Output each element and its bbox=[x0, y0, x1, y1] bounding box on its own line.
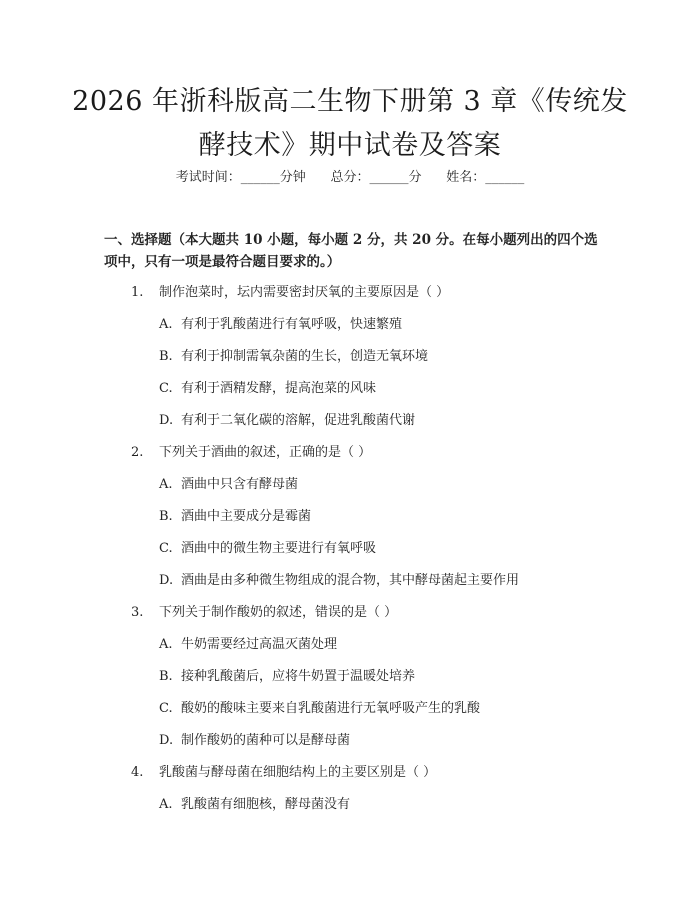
option-3d bbox=[159, 731, 350, 751]
question-text: 下列关于制作酸奶的叙述，错误的是（ ） bbox=[159, 605, 398, 620]
option-2c bbox=[159, 539, 376, 559]
question-text: 制作泡菜时，坛内需要密封厌氧的主要原因是（ ） bbox=[159, 285, 450, 300]
option-1a bbox=[159, 315, 402, 335]
option-letter: B. bbox=[159, 669, 173, 684]
question-2 bbox=[131, 443, 371, 463]
option-letter: A. bbox=[159, 637, 173, 652]
option-text: 酸奶的酸味主要来自乳酸菌进行无氧呼吸产生的乳酸 bbox=[181, 701, 481, 716]
question-text: 乳酸菌与酵母菌在细胞结构上的主要区别是（ ） bbox=[159, 765, 437, 780]
option-1d bbox=[159, 411, 415, 431]
option-letter: C. bbox=[159, 381, 173, 396]
option-3c bbox=[159, 699, 480, 719]
option-3b bbox=[159, 667, 415, 687]
option-text: 有利于二氧化碳的溶解，促进乳酸菌代谢 bbox=[181, 413, 416, 428]
option-text: 有利于乳酸菌进行有氧呼吸，快速繁殖 bbox=[181, 317, 403, 332]
question-1 bbox=[131, 283, 449, 303]
option-letter: B. bbox=[159, 509, 173, 524]
option-text: 有利于酒精发酵，提高泡菜的风味 bbox=[181, 381, 377, 396]
option-letter: A. bbox=[159, 477, 173, 492]
option-letter: C. bbox=[159, 701, 173, 716]
option-text: 有利于抑制需氧杂菌的生长，创造无氧环境 bbox=[181, 349, 429, 364]
exam-info-line: 考试时间：______分钟 总分：______分 姓名：______ bbox=[175, 170, 525, 185]
section-header-line-1: 一、选择题（本大题共 10 小题，每小题 2 分，共 20 分。在每小题列出的四个选 bbox=[104, 232, 598, 248]
exam-title-line-1: 2026 年浙科版高二生物下册第 3 章《传统发 bbox=[72, 86, 628, 117]
option-text: 接种乳酸菌后，应将牛奶置于温暖处培养 bbox=[181, 669, 416, 684]
option-text: 酒曲中的微生物主要进行有氧呼吸 bbox=[181, 541, 377, 556]
option-1b bbox=[159, 347, 428, 367]
option-2b bbox=[159, 507, 311, 527]
option-letter: B. bbox=[159, 349, 173, 364]
option-letter: D. bbox=[159, 413, 174, 428]
question-3 bbox=[131, 603, 397, 623]
option-2d bbox=[159, 571, 519, 591]
option-text: 酒曲是由多种微生物组成的混合物，其中酵母菌起主要作用 bbox=[181, 573, 520, 588]
option-3a bbox=[159, 635, 337, 655]
option-text: 酒曲中只含有酵母菌 bbox=[181, 477, 299, 492]
question-text: 下列关于酒曲的叙述，正确的是（ ） bbox=[159, 445, 372, 460]
question-number: 4. bbox=[131, 765, 144, 780]
option-letter: D. bbox=[159, 733, 174, 748]
option-2a bbox=[159, 475, 298, 495]
question-number: 1. bbox=[131, 285, 144, 300]
option-letter: D. bbox=[159, 573, 174, 588]
option-letter: A. bbox=[159, 317, 173, 332]
option-1c bbox=[159, 379, 376, 399]
question-number: 2. bbox=[131, 445, 144, 460]
option-letter: C. bbox=[159, 541, 173, 556]
option-text: 制作酸奶的菌种可以是酵母菌 bbox=[181, 733, 351, 748]
question-4 bbox=[131, 763, 436, 783]
question-number: 3. bbox=[131, 605, 144, 620]
option-4a bbox=[159, 795, 350, 815]
option-text: 牛奶需要经过高温灭菌处理 bbox=[181, 637, 338, 652]
option-letter: A. bbox=[159, 797, 173, 812]
option-text: 乳酸菌有细胞核，酵母菌没有 bbox=[181, 797, 351, 812]
section-header-line-2: 项中，只有一项是最符合题目要求的。） bbox=[104, 254, 341, 270]
exam-title-line-2: 酵技术》期中试卷及答案 bbox=[198, 130, 502, 161]
option-text: 酒曲中主要成分是霉菌 bbox=[181, 509, 312, 524]
